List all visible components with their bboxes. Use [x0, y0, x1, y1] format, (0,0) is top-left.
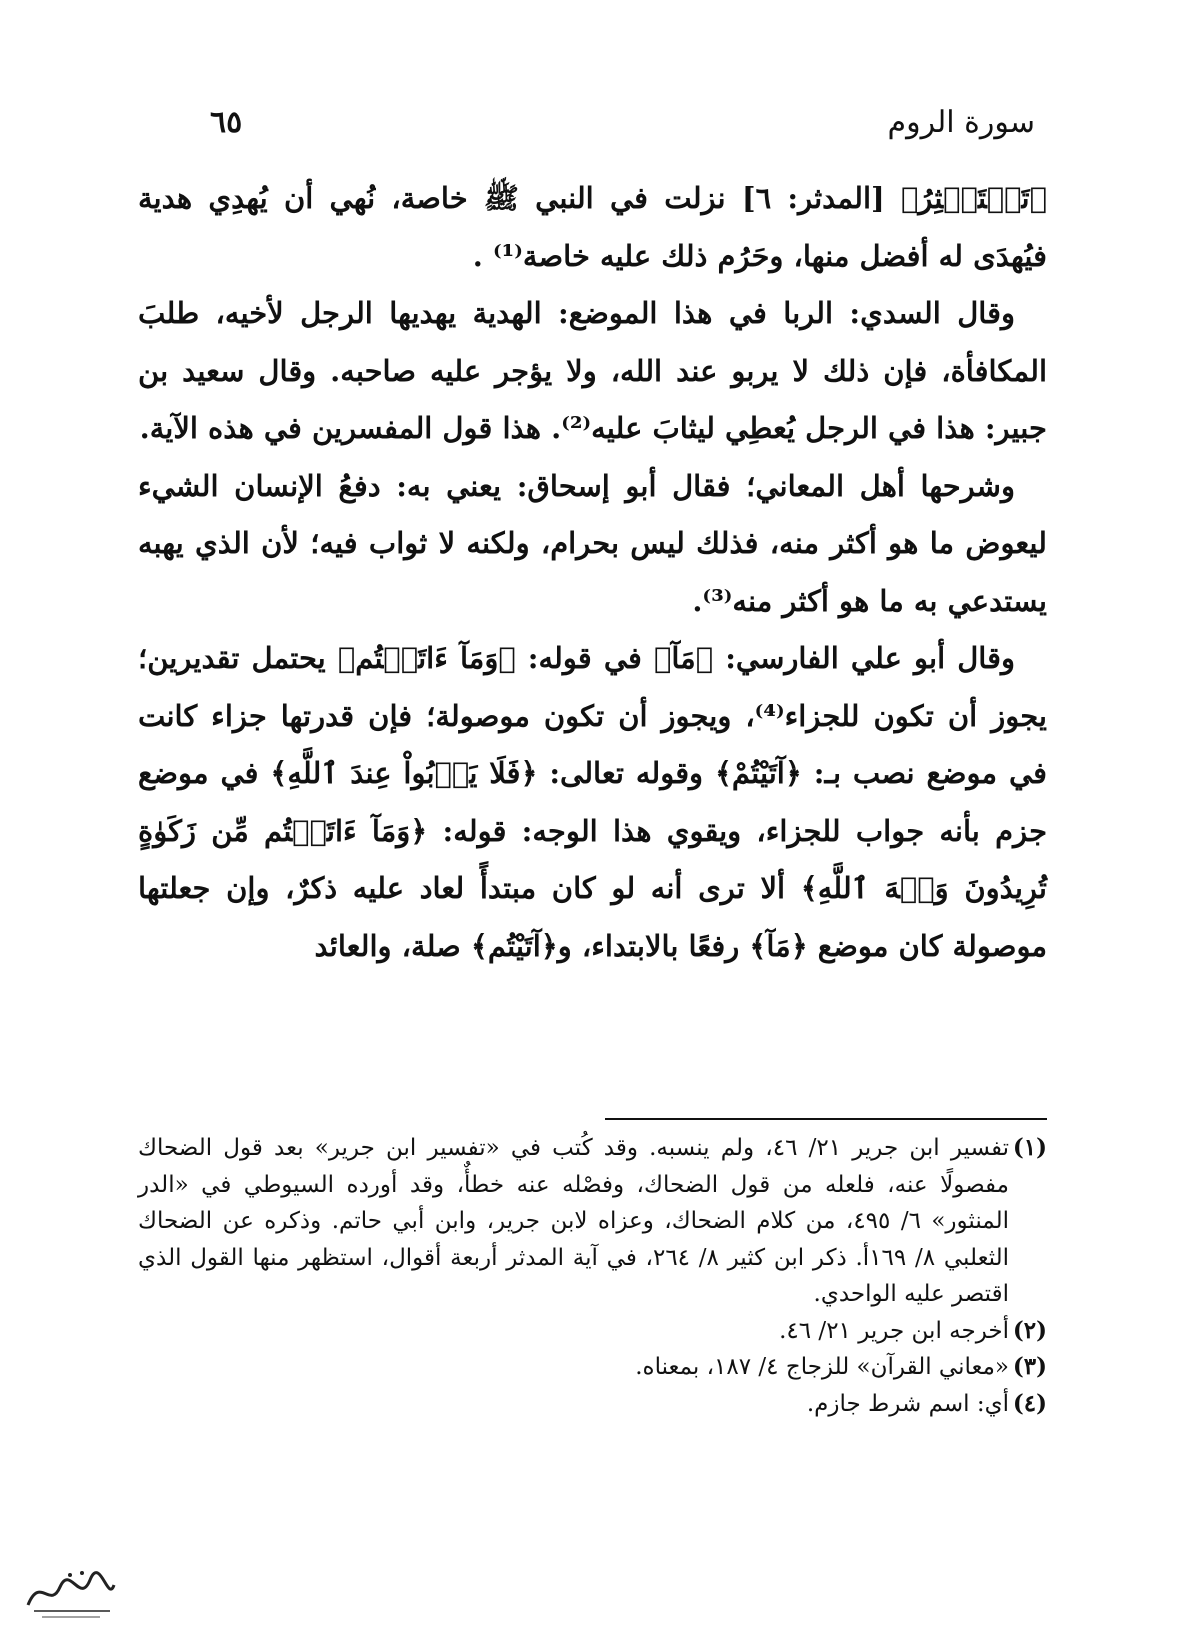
footnote-text: أخرجه ابن جرير ٢١/ ٤٦. — [779, 1317, 1009, 1344]
footnote-2 — [138, 1313, 1047, 1350]
page-header — [140, 105, 1045, 155]
paragraph-2: وقال السدي: الربا في هذا الموضع: الهدية يهديها الرجل لأخيه، طلبَ المكافأة، فإن ذلك لا يربو عند الله، ولا يؤجر عليه صاحبه. وقال سعيد بن جبير: هذا في الرجل يُعطِي ليثابَ عليه⁽²⁾. هذا قول المفسرين في هذه الآية. — [138, 296, 1047, 445]
footnote-number: (٤) — [1012, 1389, 1047, 1417]
paragraph-1: ﴿تَسۡتَكۡثِرُ﴾ [المدثر: ٦] نزلت في النبي ﷺ خاصة، نُهي أن يُهدِي هدية فيُهدَى له أفضل منها، وحَرُم ذلك عليه خاصة⁽¹⁾ . — [138, 181, 1047, 273]
footnote-number: (١) — [1012, 1134, 1047, 1161]
footnote-separator — [605, 1118, 1047, 1120]
footnote-3 — [138, 1349, 1047, 1386]
footnote-number: (٣) — [1012, 1353, 1047, 1380]
footnote-1 — [138, 1130, 1047, 1313]
footnote-4 — [138, 1386, 1047, 1423]
paragraph-3: وشرحها أهل المعاني؛ فقال أبو إسحاق: يعني به: دفعُ الإنسان الشيء ليعوض ما هو أكثر منه، فذلك ليس بحرام، ولكنه لا ثواب فيه؛ لأن الذي يهبه يستدعي به ما هو أكثر منه⁽³⁾. — [138, 468, 1047, 618]
paragraph-4: وقال أبو علي الفارسي: ﴿مَآ﴾ في قوله: ﴿وَمَآ ءَاتَيۡتُم﴾ يحتمل تقديرين؛ يجوز أن تكون للجزاء⁽⁴⁾، ويجوز أن تكون موصولة؛ فإن قدرتها جزاء كانت في موضع نصب بـ: ﴿آتَيْتُمْ﴾ وقوله تعالى: ﴿فَلَا يَرۡبُواْ عِندَ ٱللَّهِ﴾ في موضع جزم بأنه جواب للجزاء، ويقوي هذا الوجه: قوله: ﴿وَمَآ ءَاتَيۡتُم مِّن زَكَوٰةٍ تُرِيدُونَ وَجۡهَ ٱللَّهِ﴾ ألا ترى أنه لو كان مبتدأً لعاد عليه ذكرٌ، وإن جعلتها موصولة كان موضع ﴿مَآ﴾ رفعًا بالابتداء، و﴿آتَيْتُم﴾ صلة، والعائد — [138, 641, 1047, 963]
footnote-text: أي: اسم شرط جازم. — [806, 1390, 1009, 1417]
watermark-logo-icon — [20, 1565, 120, 1625]
main-text — [138, 170, 1047, 975]
footnote-text: «معاني القرآن» للزجاج ٤/ ١٨٧، بمعناه. — [635, 1354, 1009, 1380]
page-number: ٦٥ — [210, 105, 243, 140]
surah-title: سورة الروم — [887, 105, 1035, 140]
footnote-number: (٢) — [1012, 1316, 1047, 1344]
footnotes — [138, 1130, 1047, 1422]
footnote-text: تفسير ابن جرير ٢١/ ٤٦، ولم ينسبه. وقد كُتب في «تفسير ابن جرير» بعد قول الضحاك مفصولًا عنه، فلعله من قول الضحاك، وفصْله عنه خطأٌ، وقد أورده السيوطي في «الدر المنثور» ٦/ ٤٩٥، من كلام الضحاك، وعزاه لابن جرير، وابن أبي حاتم. وذكره عن الضحاك الثعلبي ٨/ ١٦٩أ. ذكر ابن كثير ٨/ ٢٦٤، في آية المدثر أربعة أقوال، استظهر منها القول الذي اقتصر عليه الواحدي. — [138, 1135, 1010, 1307]
